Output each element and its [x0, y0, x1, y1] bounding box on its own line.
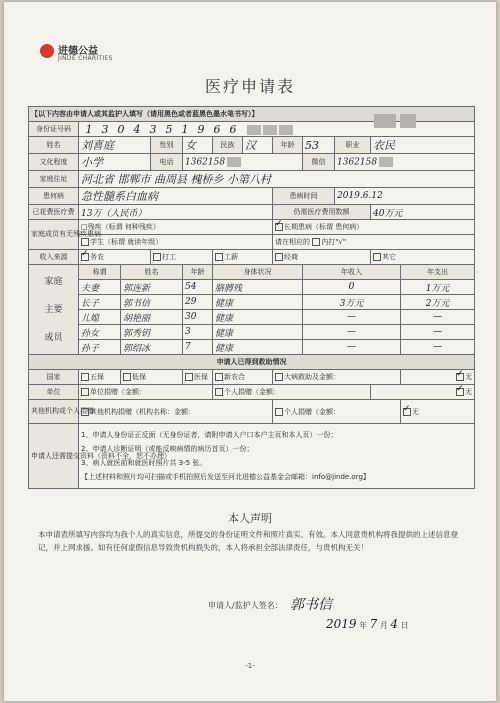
state-option[interactable] [121, 370, 183, 385]
address-label: 家庭住址 [29, 171, 79, 188]
checkbox-icon [153, 253, 161, 261]
id-digit: 0 [117, 122, 125, 136]
id-digit: 6 [213, 122, 221, 136]
wechat-label: 微信 [303, 154, 335, 171]
checkbox-icon [81, 388, 89, 396]
income-option[interactable] [273, 250, 371, 265]
checkbox-icon [215, 253, 223, 261]
income-option[interactable] [371, 250, 475, 265]
signature-field[interactable]: 郭书信 [290, 597, 332, 613]
wechat-field[interactable] [335, 154, 475, 171]
member-expense[interactable]: — [401, 325, 475, 340]
member-relation[interactable]: 孙子 [79, 340, 121, 355]
redaction-block [263, 125, 277, 135]
tick-note [273, 235, 475, 250]
education-field[interactable]: 小学 [79, 154, 151, 171]
family-disabled-label: 家庭成员有无残疾患病 [29, 220, 79, 250]
income-option-text: 工薪 [224, 253, 238, 261]
other-option-text: 个人捐赠（金额： [284, 407, 340, 416]
gender-label: 性别 [151, 137, 183, 154]
id-digit: 6 [229, 122, 237, 136]
materials-email-note: 【上述材料和照片均可扫描或手机拍照后发送至河北进德公益基金会邮箱：info@jinde.org】 [81, 473, 370, 481]
member-expense[interactable]: — [401, 310, 475, 325]
date-month: 7 [369, 617, 378, 631]
education-row [29, 154, 475, 171]
logo-mark-icon [40, 44, 54, 58]
checkbox-icon [81, 238, 89, 246]
chronic-option[interactable] [273, 220, 475, 235]
member-income[interactable]: — [303, 310, 401, 325]
id-digit: 9 [197, 122, 205, 136]
redaction-block [247, 125, 261, 135]
income-option[interactable] [79, 250, 151, 265]
date-day: 4 [390, 617, 399, 631]
student-option[interactable] [79, 235, 273, 250]
instruction-row: 【以下内容由申请人或其监护人填写（请用黑色或者蓝黑色墨水笔书写）】 [29, 107, 475, 122]
member-name[interactable]: 郭书信 [121, 295, 183, 310]
checkbox-icon [275, 408, 283, 416]
member-relation[interactable]: 儿媳 [79, 310, 121, 325]
state-aid-row [29, 370, 475, 385]
member-expense[interactable]: 2万元 [401, 295, 475, 310]
member-age[interactable]: 29 [183, 295, 213, 310]
phone-label: 电话 [151, 154, 183, 171]
member-health[interactable]: 健康 [213, 295, 303, 310]
tick-note-suffix: 内打"√" [321, 238, 347, 246]
other-aid-row [29, 400, 475, 424]
chronic-option-text: 长期患病（标谓 患何病） [284, 223, 364, 231]
id-digit: 4 [133, 122, 141, 136]
phone-value: 1362158 [185, 157, 226, 168]
members-col-header: 年龄 [183, 265, 213, 280]
income-option-text: 打工 [162, 253, 176, 261]
checkbox-icon [312, 238, 320, 246]
checked-box-icon [275, 223, 283, 231]
tick-note-label: 请在相应的 [275, 238, 310, 246]
education-label: 文化程度 [29, 154, 79, 171]
disability-row [29, 220, 475, 235]
ethnicity-field[interactable]: 汉 [243, 137, 273, 154]
student-option-text: 学生（标谓 就读年级） [90, 238, 163, 246]
signature-date[interactable] [326, 617, 409, 631]
state-label: 国家 [29, 370, 79, 385]
materials-list [79, 424, 475, 489]
signature-label: 申请人/监护人签名： [208, 601, 283, 610]
cost-row [29, 205, 475, 220]
members-label [29, 265, 79, 355]
state-option-text: 低保 [132, 373, 146, 381]
materials-row [29, 424, 475, 489]
checkbox-icon [185, 373, 193, 381]
application-form [28, 106, 475, 489]
id-digit: 3 [101, 122, 109, 136]
id-digit: 1 [181, 122, 189, 136]
diagnosis-time-label: 患病时间 [273, 188, 335, 205]
members-header-row [29, 265, 475, 280]
date-year-label: 年 [359, 621, 368, 630]
members-label-2: 主要 [44, 304, 63, 315]
disease-label: 患何病 [29, 188, 79, 205]
members-label-1: 家庭 [44, 276, 63, 287]
income-source-row [29, 250, 475, 265]
date-day-label: 日 [400, 621, 409, 630]
unit-option-text: 单位捐赠（金额： [90, 388, 146, 396]
state-option-text: 五保 [90, 373, 104, 381]
unit-label: 单位 [29, 385, 79, 400]
income-option[interactable] [151, 250, 213, 265]
id-digit: 1 [85, 122, 93, 136]
member-relation[interactable]: 长子 [79, 295, 121, 310]
members-col-header: 姓名 [121, 265, 183, 280]
member-name[interactable]: 胡艳丽 [121, 310, 183, 325]
member-income[interactable]: — [303, 340, 401, 355]
name-row [29, 137, 475, 154]
state-option-text: 新农合 [224, 373, 245, 381]
spent-label: 已花费医疗费 [29, 205, 79, 220]
checkbox-icon [373, 253, 381, 261]
member-row [29, 280, 475, 295]
members-col-header: 身体状况 [213, 265, 303, 280]
member-health[interactable]: 健康 [213, 310, 303, 325]
member-income[interactable]: — [303, 325, 401, 340]
members-col-header: 年支出 [401, 265, 475, 280]
aid-header: 申请人已得到救助情况 [29, 355, 475, 370]
logo-en-text: JINDE CHARITIES [58, 55, 113, 62]
ethnicity-label: 民族 [213, 137, 243, 154]
member-row [29, 310, 475, 325]
state-option-text: 大病救助及金额： [284, 373, 340, 381]
occupation-field[interactable]: 农民 [371, 137, 475, 154]
age-field[interactable]: 53 [303, 137, 335, 154]
checked-box-icon [81, 253, 89, 261]
other-label: 其他机构或个人捐赠 [29, 400, 79, 424]
estimate-field[interactable]: 40万元 [371, 205, 475, 220]
none-text: 无 [465, 373, 473, 381]
name-label: 姓名 [29, 137, 79, 154]
materials-item: 1、申请人身份证正反面（无身份证者，请附申请人户口本户主页和本人页）一份； [81, 431, 338, 439]
address-row [29, 171, 475, 188]
jinde-logo [40, 42, 130, 66]
checkbox-icon [275, 373, 283, 381]
member-name[interactable]: 郭秀钥 [121, 325, 183, 340]
diagnosis-time-field[interactable]: 2019.6.12 [335, 188, 475, 205]
state-option[interactable] [79, 370, 121, 385]
materials-item: 2、申请人诊断证明（或能反映病情的病历首页）一份； [81, 445, 254, 453]
members-label-3: 成员 [44, 332, 63, 343]
members-col-header: 称谓 [79, 265, 121, 280]
id-digit: 5 [165, 122, 173, 136]
income-option-text: 务农 [90, 253, 104, 261]
unit-none-option[interactable] [371, 385, 475, 400]
none-text: 无 [412, 407, 419, 416]
unit-option[interactable] [213, 385, 371, 400]
checked-box-icon [403, 408, 411, 416]
income-option-text: 其它 [382, 253, 396, 261]
member-expense[interactable]: 1万元 [401, 280, 475, 295]
members-col-header: 年收入 [303, 265, 401, 280]
age-label: 年龄 [273, 137, 303, 154]
unit-option-text: 个人捐赠（金额： [224, 388, 280, 396]
occupation-label: 职业 [335, 137, 371, 154]
estimate-label: 仍需医疗费用数额 [273, 205, 371, 220]
checkbox-icon [81, 373, 89, 381]
member-health[interactable]: 健康 [213, 340, 303, 355]
member-relation[interactable]: 孙女 [79, 325, 121, 340]
application-sheet [4, 2, 496, 701]
member-age[interactable]: 3 [183, 325, 213, 340]
state-option[interactable] [183, 370, 213, 385]
other-option-text: 其他机构捐赠（机构名称：金额： [90, 407, 195, 416]
redaction-block [374, 114, 396, 128]
member-name[interactable]: 郭绍冰 [121, 340, 183, 355]
redaction-block [400, 114, 416, 128]
checked-box-icon [456, 388, 464, 396]
member-relation[interactable]: 夫妻 [79, 280, 121, 295]
declaration-title: 本人声明 [228, 512, 272, 525]
member-age[interactable]: 54 [183, 280, 213, 295]
member-health[interactable]: 健康 [213, 325, 303, 340]
unit-aid-row [29, 385, 475, 400]
id-digit: 3 [149, 122, 157, 136]
date-month-label: 月 [379, 621, 388, 630]
income-option-text: 经商 [284, 253, 298, 261]
student-row [29, 235, 475, 250]
state-option[interactable] [213, 370, 273, 385]
name-field[interactable]: 刘喜庭 [79, 137, 151, 154]
checkbox-icon [275, 253, 283, 261]
other-option[interactable] [273, 400, 401, 424]
member-row [29, 325, 475, 340]
disabled-option-text: □残疾（标谓 何种残疾） [81, 223, 160, 231]
disease-row [29, 188, 475, 205]
member-health[interactable]: 胳膊残 [213, 280, 303, 295]
member-expense[interactable]: — [401, 340, 475, 355]
redaction-block [227, 157, 241, 167]
id-label: 身份证号码 [29, 122, 79, 137]
other-none-option[interactable] [401, 400, 475, 424]
spent-field[interactable]: 13万（人民币） [79, 205, 273, 220]
none-text: 无 [465, 388, 473, 396]
wechat-value: 1362158 [337, 157, 378, 168]
state-none-option[interactable] [401, 370, 475, 385]
checkbox-icon [215, 388, 223, 396]
gender-field[interactable]: 女 [183, 137, 213, 154]
date-year: 2019 [326, 617, 357, 631]
member-age[interactable]: 7 [183, 340, 213, 355]
state-option-text: 医保 [194, 373, 208, 381]
state-option[interactable] [273, 370, 401, 385]
income-label: 收入来源 [29, 250, 79, 265]
member-row [29, 340, 475, 355]
address-field[interactable]: 河北省 邯郸市 曲周县 槐桥乡 小第八村 [79, 171, 475, 188]
checkbox-icon [123, 373, 131, 381]
redaction-block [279, 125, 293, 135]
member-income[interactable]: 3万元 [303, 295, 401, 310]
checkbox-icon [215, 373, 223, 381]
checkbox-icon [81, 408, 89, 416]
materials-item: 3、病人就医前和就医时照片共 3-5 张。 [81, 459, 207, 467]
logo-cn-text: 进德公益 [58, 46, 98, 57]
other-option[interactable] [79, 400, 273, 424]
page-title: 医疗申请表 [204, 77, 295, 96]
declaration-text: 本申请表所填写内容均为我个人的真实信息，所提交的身份证明文件和照片真实、有效。本人同意贵机构将我提供的上述信息登记，并上网求援。如有任何虚假信息导致贵机构损失的，本人将承担全部法律责任，与贵机构无关！ [38, 530, 458, 552]
member-name[interactable]: 郭连新 [121, 280, 183, 295]
page-number: -1- [245, 662, 255, 670]
member-income[interactable]: 0 [303, 280, 401, 295]
disabled-option[interactable] [79, 220, 273, 235]
redaction-block [379, 157, 393, 167]
member-age[interactable]: 30 [183, 310, 213, 325]
materials-label: 申请人还需提交资料（资料不全，恕不办理） [29, 424, 79, 489]
income-option[interactable] [213, 250, 273, 265]
unit-option[interactable] [79, 385, 213, 400]
disease-field[interactable]: 急性髓系白血病 [79, 188, 273, 205]
member-row [29, 295, 475, 310]
checked-box-icon [456, 373, 464, 381]
phone-field[interactable] [183, 154, 303, 171]
